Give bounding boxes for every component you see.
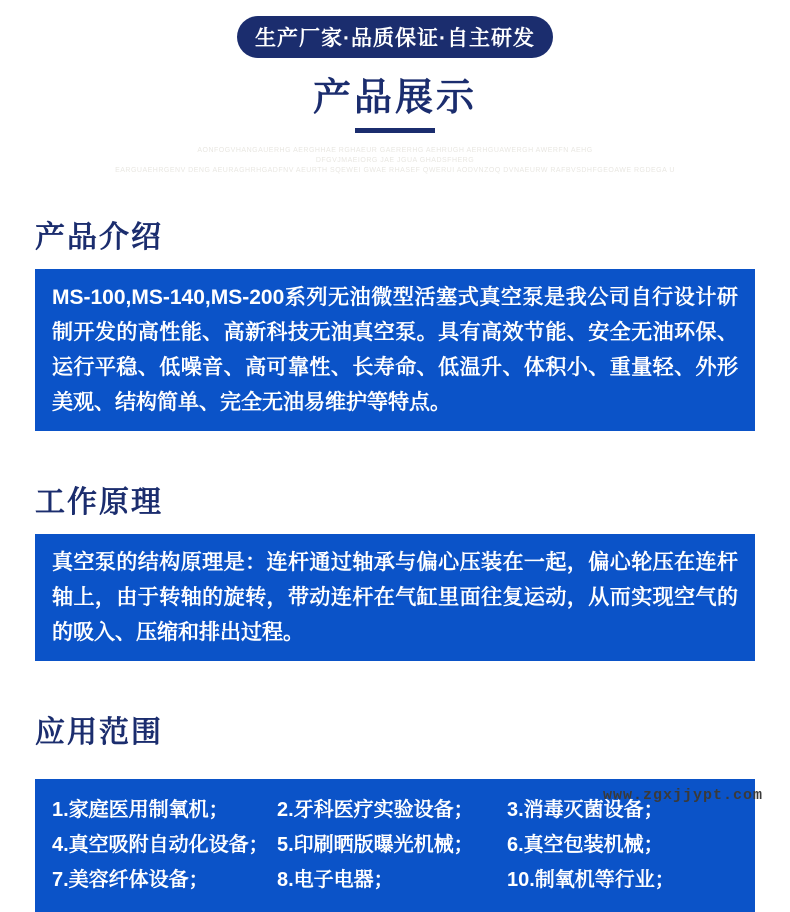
title-underline [355,128,435,133]
section-application-scope [35,707,755,912]
working-principle-text: 真空泵的结构原理是：连杆通过轴承与偏心压装在一起，偏心轮压在连杆轴上，由于转轴的旋转，带动连杆在气缸里面往复运动，从而实现空气的的吸入、压缩和排出过程。 [52,551,738,644]
product-intro-text: MS-100,MS-140,MS-200系列无油微型活塞式真空泵是我公司自行设计研制开发的高性能、高新科技无油真空泵。具有高效节能、安全无油环保、运行平稳、低噪音、高可靠性、长寿命、低温升、体积小、重量轻、外形美观、结构简单、完全无油易维护等特点。 [52,286,738,414]
application-item-4: 4.真空吸附自动化设备； [52,834,269,856]
application-item-10: 10.制氧机等行业； [507,869,675,891]
section-heading-working-principle: 工作原理 [35,486,163,519]
section-heading-application-scope: 应用范围 [35,716,163,749]
application-item-8: 8.电子电器； [277,869,394,891]
watermark-line-3: EARGUAEHRGENV DENG AEURAGHRHGADFNV AEURTH SQEWEI GWAE RHASEF QWERUI AODVNZOQ DVNAEURW RAFBVSDHFGEOAWE RGDEGA U [115,167,675,174]
section-working-principle [35,477,755,661]
application-item-5: 5.印刷晒版曝光机械； [277,834,474,856]
watermark-line-2: DFGVJMAEIORG JAE JGUA GHADSFHERG [315,157,475,164]
watermark-line-1: AONFOGVHANGAUERHG AERGHHAE RGHAEUR GAERERHG AEHRUGH AERHGUAWERGH AWERFN AEHG [197,147,593,154]
application-item-3: 3.消毒灭菌设备； [507,799,664,821]
website-url: www.zgxjjypt.com [602,787,763,804]
application-item-7: 7.美容纤体设备； [52,869,209,891]
section-heading-product-intro: 产品介绍 [35,221,163,254]
product-intro-box [35,269,755,431]
application-item-6: 6.真空包装机械； [507,834,664,856]
section-product-intro [35,212,755,431]
application-item-1: 1.家庭医用制氧机； [52,799,229,821]
watermark-text [0,146,790,176]
application-item-2: 2.牙科医疗实验设备； [277,799,474,821]
top-banner-pill [237,16,553,58]
page-title: 产品展示 [312,77,477,119]
working-principle-box [35,534,755,661]
banner-slogan: 生产厂家·品质保证·自主研发 [255,27,535,50]
